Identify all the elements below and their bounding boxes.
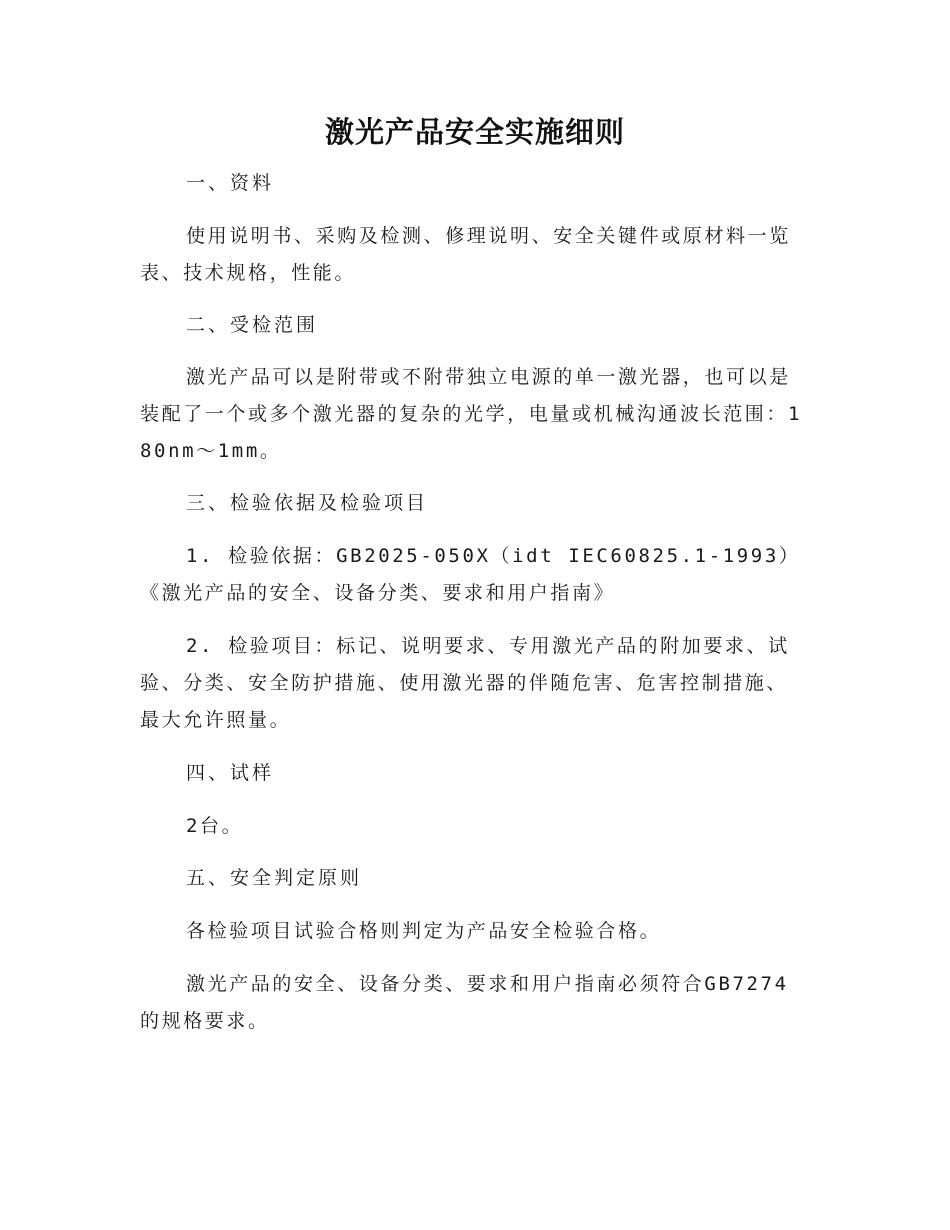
document-title: 激光产品安全实施细则 <box>324 115 625 149</box>
paragraph-requirement: 激光产品的安全、设备分类、要求和用户指南必须符合GB7274的规格要求。 <box>140 973 789 1032</box>
section-heading-sample: 四、试样 <box>186 762 275 784</box>
section-heading-materials: 一、资料 <box>186 172 275 194</box>
paragraph-basis: 1. 检验依据：GB2025-050X（idt IEC60825.1-1993）《激光产品的安全、设备分类、要求和用户指南》 <box>140 545 801 604</box>
paragraph-sample: 2台。 <box>186 815 244 837</box>
paragraph-items: 2. 检验项目：标记、说明要求、专用激光产品的附加要求、试验、分类、安全防护措施、使用激光器的伴随危害、危害控制措施、最大允许照量。 <box>140 635 790 731</box>
paragraph-scope: 激光产品可以是附带或不附带独立电源的单一激光器，也可以是装配了一个或多个激光器的复杂的光学，电量或机械沟通波长范围：180nm～1mm。 <box>140 366 803 462</box>
section-heading-judgment: 五、安全判定原则 <box>186 867 363 889</box>
section-heading-basis: 三、检验依据及检验项目 <box>186 492 429 514</box>
section-heading-scope: 二、受检范围 <box>186 314 319 336</box>
paragraph-judgment: 各检验项目试验合格则判定为产品安全检验合格。 <box>186 920 662 942</box>
paragraph-materials: 使用说明书、采购及检测、修理说明、安全关键件或原材料一览表、技术规格，性能。 <box>140 225 791 284</box>
